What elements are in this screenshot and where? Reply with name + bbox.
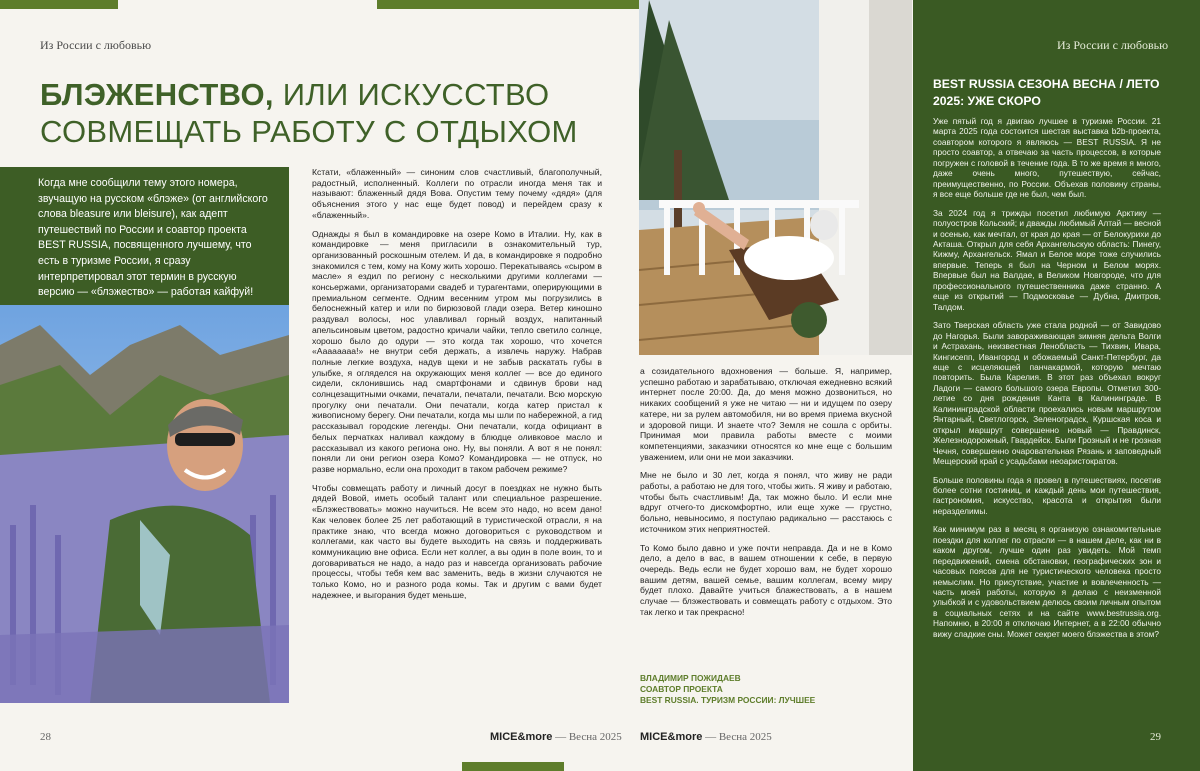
page-number-right: 29 xyxy=(1150,731,1161,743)
lead-text: Когда мне сообщили тему этого номера, звучащую на русском «блэже» (от английского слова bleasure или bleisure), как адепт путешествий по России и соавтор проекта BEST RUSSIA, посвященного лучшему, что есть в туризме России, я сразу интерпретировал этот термин в русскую версию — «блэжество» — работая кайфуй! xyxy=(38,177,268,299)
section-label-right: Из России с любовью xyxy=(1057,38,1169,52)
sidebar-paragraph-2: За 2024 год я трижды посетил любимую Арктику — полуостров Кольский; и дважды любимый Алтай — весной и осенью, как мечтал, от края до края — от Белокурихи до Акташа. Открыл для себя Архангельскую область: Пинегу, Кижму, Архангельск. Ямал и Белое море тоже случились впервые. Теперь я был на Черном и Белом морях. Впервые был на Валдае, в Великом Новгороде, что для профессионального путешественника даже странно. А еще из открытий — Подмосковье — Дубна, Дмитров, Талдом. xyxy=(933,207,1161,312)
footer-left xyxy=(490,731,622,743)
author-role: СОАВТОР ПРОЕКТА xyxy=(640,683,723,694)
right-paragraph-3: То Комо было давно и уже почти неправда. Да и не в Комо дело, а дело в вас, в вашем отношении к себе, в первую очередь. Ведь если не будет хорошо вам, не будет хорошо вашим детям, вашей семье, вашим коллегам, всему миру будет плохо. Давайте учиться блажествовать, а в нашем случае — блэжествовать и совмещать работу с отдыхом. Это так легко и так прекрасно! xyxy=(640,542,892,617)
title-bold: БЛЭЖЕНСТВО, xyxy=(40,77,274,112)
issue-left: — Весна 2025 xyxy=(552,731,622,743)
sidebar-paragraph-4: Больше половины года я провел в путешествиях, посетив более сотни гостиниц, и каждый день мои путешествия, гастрономия, искусство, красота и открытия были неразделимы. xyxy=(933,474,1161,516)
sidebar-text xyxy=(933,116,1161,639)
top-accent-bar-left xyxy=(0,0,118,9)
sidebar-paragraph-5: Как минимум раз в месяц я организую ознакомительные поездки для коллег по отрасли — в нашем деле, как ни в каком другом, лучше один раз увидеть. Мой темп передвижений, смена обстановки, географических зон и часовых поясов для не туристического человека просто немыслим. Но присутствие, участие и вовлеченность — часть моей работы, которую я делаю с неизменной улыбкой и с удовольствием делюсь своим личным опытом в социальных сетях и на сайте www.bestrussia.org. Напомню, в 20:00 я отключаю Интернет, а в 22:00 обычно вижу сладкие сны. Может секрет моего блэжества в этом? xyxy=(933,524,1161,639)
woman-relaxing-on-porch-photo xyxy=(639,0,912,355)
left-paragraph-1: Кстати, «блаженный» — синоним слов счастливый, благополучный, радостный, исполненный. Коллеги по отрасли иногда меня так и называют: блаженный дядя Вова. Опустим тему почему «дядя» (для объяснения этого у нас еще будет повод) и перейдем сразу к «блаженный». xyxy=(312,167,602,220)
author-signature xyxy=(640,673,900,705)
right-paragraph-2: Мне не было и 30 лет, когда я понял, что живу не ради работы, а работаю не для того, чтобы жить. Я живу и работаю, чтобы быть счастливым! Да, так можно было. И если мне вдруг отчего-то дискомфортно, или еще хуже — грустно, больно, невыносимо, я поступаю радикально — расстаюсь с источником этих неприятностей. xyxy=(640,470,892,534)
left-column xyxy=(312,167,602,600)
right-column xyxy=(640,366,892,625)
page-number-left: 28 xyxy=(40,731,51,743)
left-paragraph-3: Чтобы совмещать работу и личный досуг в поездках не нужно быть дядей Вовой, иметь особый талант или специальное разрешение. «Блэжествовать» можно научиться. Не всем это надо, но всем дано! Как человек более 25 лет работающий в туристической отрасли, я на практике знаю, что всегда можно договориться с руководством и коллегами, как часто вы будете выходить на связь и поддерживать коммуникацию вне офиса. Если нет коллег, а вы один в поле воин, то и договариваться не надо, а надо раз и навсегда организовать рабочие процессы, чтобы тебя кем вас заменить, ведь в жизни случаются не только Комо, но и разного рода комы. Так и другим с вами будет надежнее, и выгорания будет меньше, xyxy=(312,482,602,600)
left-paragraph-2: Однажды я был в командировке на озере Комо в Италии. Ну, как в командировке — меня пригласили в ознакомительный тур, организованный роскошным отелем. И да, в командировке я подробно знакомился с тем, кому на Кому жить хорошо. Перекатываясь «сыром в масле» я ездил по региону с несколькими другими коллегами — консьержами, организаторами свадеб и турагентами, оперирующими в премиальном сегменте. Одним весенним утром мы погрузились в белоснежный катер и или по бирюзовой глади озера. Ветер киношно раздувал волосы, нос улавливал горный воздух, напитанный апельсиновым цветом, радостно кричали чайки, тепло светило солнце, хорошо было до одури — это когда так хорошо, что хочется «Аааааааа!» не внутри себя держать, а извлечь наружу. Набрав полные легкие воздуха, надув щеки и не забыв раскатать губы в улыбке, я огляделся на окружающих меня коллег — все до единого сидели, склонившись над смартфонами и сдвинув брови над солнцезащитными очками, печатали, печатали, печатали. Всю морскую прогулку они печатали. Они печатали, когда катер пристал к живописному берегу. Они печатали, когда мы шли по набережной, а гид рассказывал городские легенды. Они печатали, когда официант в белых перчатках наливал каждому в блюдце оливковое масло и рассказывал из какого региона оно. Ну, вы поняли. А вот я не понял: поняли ли они регион озера Комо? Командировка — не отпуск, но разве нормально, если она проходит в таком рабочем режиме? xyxy=(312,228,602,474)
top-accent-bar-center xyxy=(377,0,639,9)
bottom-accent-bar xyxy=(462,762,564,771)
sidebar-paragraph-1: Уже пятый год я двигаю лучшее в туризме России. 21 марта 2025 года состоится шестая выставка b2b-проекта, соавтором которого я являюсь — BEST RUSSIA. Я не просто соавтор, а отвечаю за часть процессов, в которые погружен с головой в течение года. В то же время я много, даже очень много, путешествую, сейчас, преимущественно, по России. Объехав половину страны, я все еще больше где не был, чем был. xyxy=(933,116,1161,200)
magazine-name-left: MICE&more xyxy=(490,731,553,743)
right-paragraph-1: а созидательного вдохновения — больше. Я, например, успешно работаю и зарабатываю, отключая ежедневно всякий интернет после 20:00. Да, до меня можно дозвониться, но никаких сообщений я уже не читаю — ни и идущем по озеру катере, ни за рулем автомобиля, ни во время приема вкусной и здоровой пищи. И знаете что? Земля не сошла с орбиты. Принимая мои правила работы вместе с моими компетенциями, заказчики относятся ко мне еще с большим уважением, или они не мои заказчики. xyxy=(640,366,892,462)
sidebar-title: BEST RUSSIA СЕЗОНА ВЕСНА / ЛЕТО 2025: УЖЕ СКОРО xyxy=(933,77,1160,108)
sidebar-paragraph-3: Зато Тверская область уже стала родной — от Завидово до Нагорья. Были завораживающая зимняя дельта Волги и Астрахань, неизвестная Ленобласть — Тихвин, Ивара, Кингисепп, Ивангород и обожаемый Санкт-Петербург, да еще с исцеляющей панчакармой, которую мечтаю повторить. Была Карелия. В этот раз объехал вокруг Ладоги — самого большого озера Европы. Отметил 300-летие со дня рождения Канта в Калининграде. В Калининградской области проехались новым маршрутом Янтарный, Светлогорск, Зеленоградск, Куршская коса и открыл маршрут совершенно новый — Правдинск, Железнодорожный, Гвардейск. Были Грозный и не грозная Чечня, совершенно очаровательная Рязань и заповедный Мещерский край с усадьбами неоаристократов. xyxy=(933,320,1161,467)
section-label-left: Из России с любовью xyxy=(40,38,152,52)
man-in-lavender-field-photo xyxy=(0,305,289,703)
magazine-name-right: MICE&more xyxy=(640,731,703,743)
title-line1: ИЛИ ИСКУССТВО xyxy=(273,77,550,112)
footer-right xyxy=(640,731,772,743)
author-name: ВЛАДИМИР ПОЖИДАЕВ xyxy=(640,673,741,683)
title-line2: СОВМЕЩАТЬ РАБОТУ С ОТДЫХОМ xyxy=(40,114,578,149)
article-title xyxy=(40,76,600,150)
author-project: BEST RUSSIA. ТУРИЗМ РОССИИ: ЛУЧШЕЕ xyxy=(640,694,816,705)
issue-right: — Весна 2025 xyxy=(702,731,772,743)
